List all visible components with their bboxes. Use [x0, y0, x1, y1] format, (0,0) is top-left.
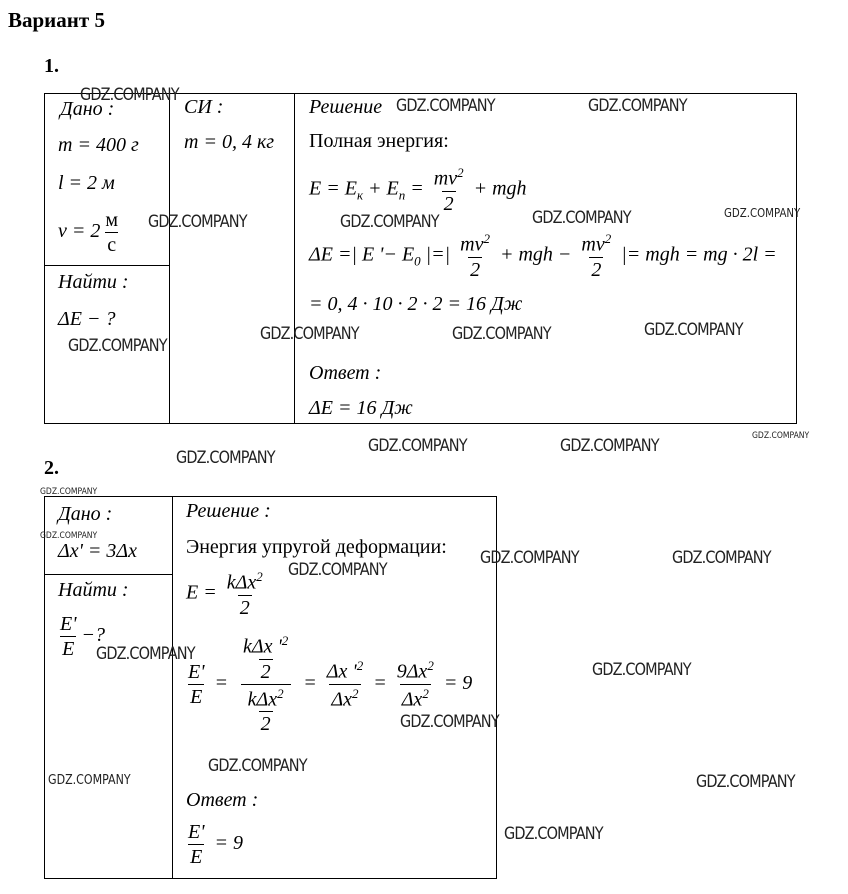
answer-header: Ответ :	[186, 789, 259, 811]
given-deformation: Δx' = 3Δx	[58, 540, 138, 562]
find-header: Найти :	[58, 271, 129, 293]
problem-2-number: 2.	[44, 457, 59, 479]
watermark: GDZ.COMPANY	[400, 712, 499, 732]
solution-intro: Полная энергия:	[309, 130, 449, 152]
watermark: GDZ.COMPANY	[208, 756, 307, 776]
solution-header: Решение :	[186, 500, 271, 522]
watermark: GDZ.COMPANY	[696, 772, 795, 792]
problem-1-number: 1.	[44, 55, 59, 77]
watermark: GDZ.COMPANY	[340, 212, 439, 232]
given-length: l = 2 м	[58, 172, 115, 194]
si-header: СИ :	[184, 96, 224, 118]
page-title: Вариант 5	[8, 8, 105, 32]
answer-value: ΔE = 16 Дж	[309, 397, 413, 419]
equation-energy-ratio: $\frac{E'}{E}$ = $\frac{\frac{k\Delta x '^2}{2}}{\frac{k\Delta x^2}{2}}$ = $\frac{\Delta x '^2}{\Delta x^2}$ = $\frac{9\Delta x^2}{\Delta x^2}$ = 9	[188, 633, 473, 736]
si-mass: m = 0, 4 кг	[184, 131, 275, 153]
answer-value: $\frac{E'}{E}$ = 9	[188, 821, 243, 868]
solution-header: Решение	[309, 96, 383, 118]
equation-delta-energy: ΔE =| E '− $E_0$ |=| $\frac{mv^2}{2}$ + mgh − $\frac{mv^2}{2}$ |= mgh = mg · 2l =	[309, 231, 777, 281]
watermark: GDZ.COMPANY	[96, 644, 195, 664]
watermark: GDZ.COMPANY	[560, 436, 659, 456]
given-velocity: v = 2 $\frac{м}{с}$	[58, 209, 119, 256]
watermark: GDZ.COMPANY	[176, 448, 275, 468]
given-mass: m = 400 г	[58, 134, 139, 156]
watermark: GDZ.COMPANY	[724, 206, 801, 220]
watermark: GDZ.COMPANY	[80, 85, 179, 105]
given-header: Дано :	[60, 98, 115, 120]
watermark: GDZ.COMPANY	[48, 773, 131, 788]
watermark: GDZ.COMPANY	[40, 487, 98, 497]
given-header: Дано :	[58, 503, 113, 525]
table-divider	[169, 93, 170, 424]
table-divider	[44, 265, 169, 266]
watermark: GDZ.COMPANY	[588, 96, 687, 116]
watermark: GDZ.COMPANY	[752, 431, 810, 441]
equation-result: = 0, 4 · 10 · 2 · 2 = 16 Дж	[309, 293, 523, 315]
watermark: GDZ.COMPANY	[260, 324, 359, 344]
watermark: GDZ.COMPANY	[532, 208, 631, 228]
watermark: GDZ.COMPANY	[68, 336, 167, 356]
watermark: GDZ.COMPANY	[672, 548, 771, 568]
table-divider	[294, 93, 295, 424]
find-ratio: $\frac{E'}{E}$ −?	[60, 613, 105, 660]
table-divider	[44, 574, 172, 575]
equation-energy: $E = E_к + E_п$ = $\frac{mv^2}{2}$ + mgh	[309, 165, 527, 215]
find-header: Найти :	[58, 579, 129, 601]
watermark: GDZ.COMPANY	[644, 320, 743, 340]
watermark: GDZ.COMPANY	[452, 324, 551, 344]
solution-intro: Энергия упругой деформации:	[186, 536, 447, 558]
watermark: GDZ.COMPANY	[504, 824, 603, 844]
table-divider	[172, 496, 173, 879]
watermark: GDZ.COMPANY	[148, 212, 247, 232]
equation-elastic-energy: E = $\frac{k\Delta x^2}{2}$	[186, 569, 263, 619]
watermark: GDZ.COMPANY	[396, 96, 495, 116]
find-value: ΔE − ?	[58, 308, 116, 330]
answer-header: Ответ :	[309, 362, 382, 384]
watermark: GDZ.COMPANY	[480, 548, 579, 568]
watermark: GDZ.COMPANY	[40, 531, 98, 541]
watermark: GDZ.COMPANY	[288, 560, 387, 580]
watermark: GDZ.COMPANY	[592, 660, 691, 680]
watermark: GDZ.COMPANY	[368, 436, 467, 456]
